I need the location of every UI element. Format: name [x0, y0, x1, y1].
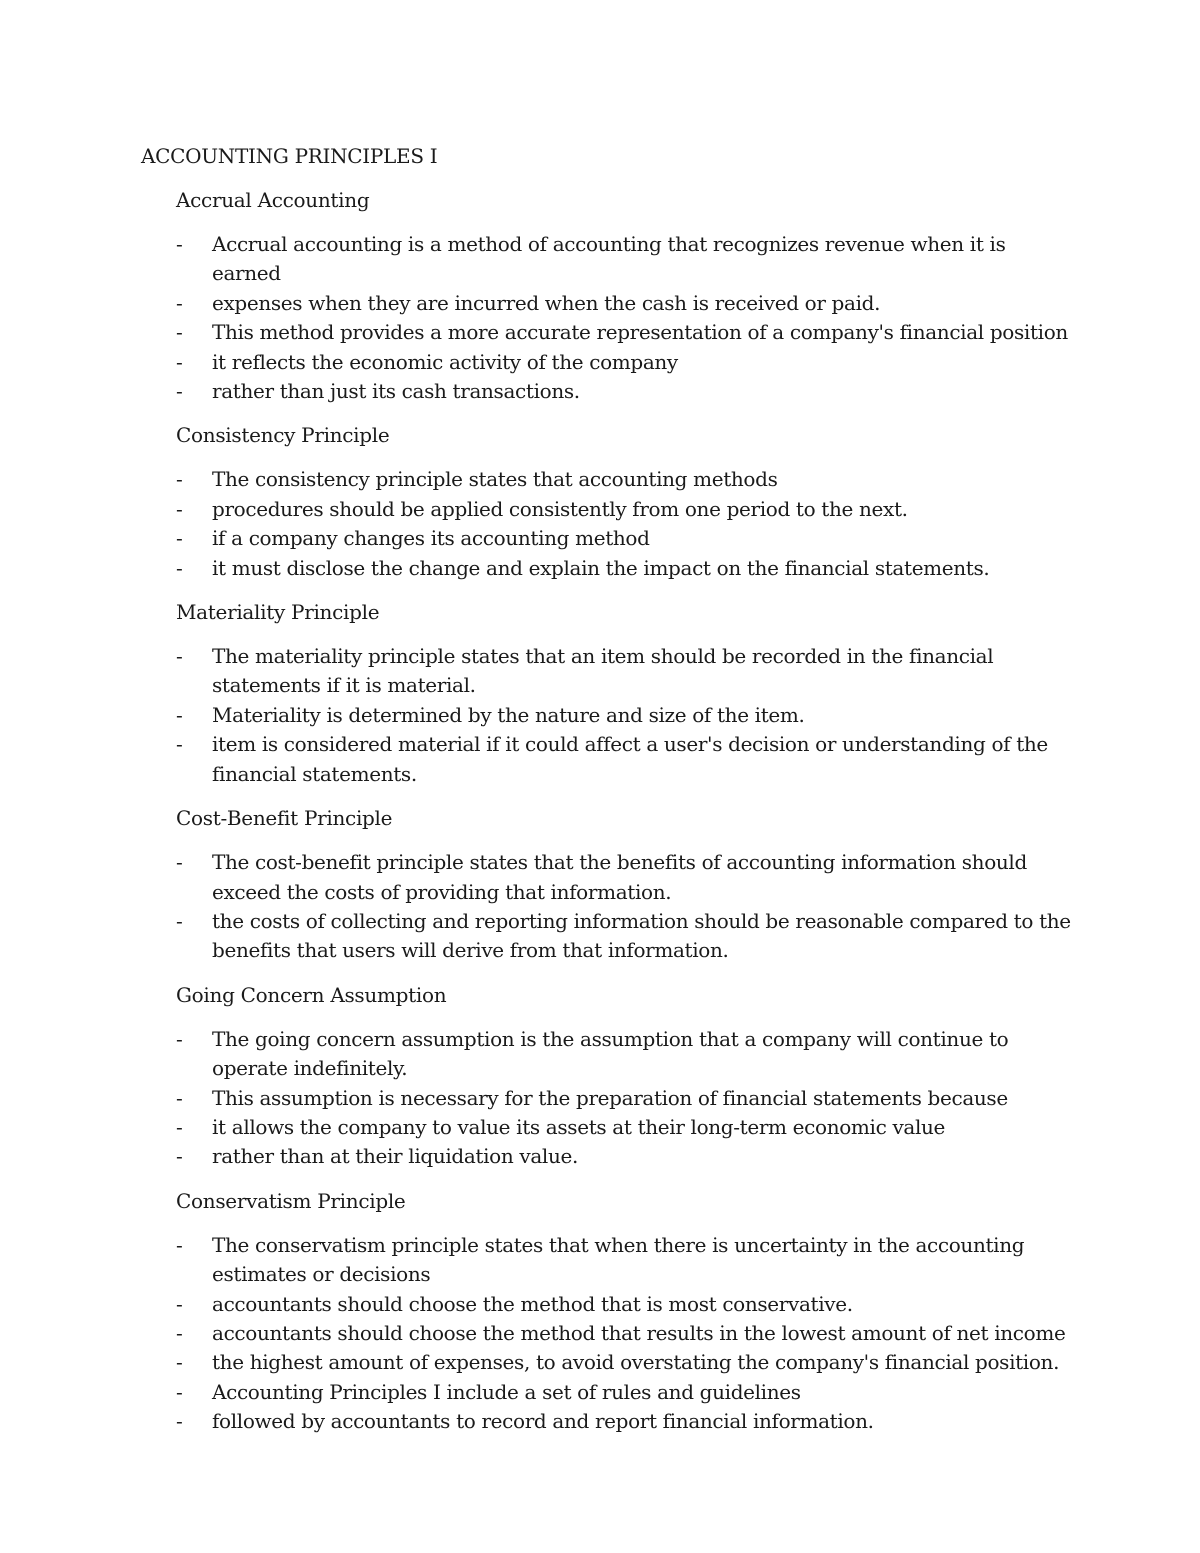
list-item: [176, 348, 1076, 377]
dash-bullet-icon: -: [176, 349, 183, 374]
bullet-list: [176, 230, 1076, 406]
list-item-text: This assumption is necessary for the preparation of financial statements because: [212, 1085, 1008, 1110]
dash-bullet-icon: -: [176, 732, 183, 757]
dash-bullet-icon: -: [176, 320, 183, 345]
dash-bullet-icon: -: [176, 1320, 183, 1345]
list-item-text: Materiality is determined by the nature and size of the item.: [212, 702, 805, 727]
list-item: [176, 642, 1076, 701]
dash-bullet-icon: -: [176, 702, 183, 727]
list-item: [176, 1378, 1076, 1407]
list-item-text: if a company changes its accounting method: [212, 526, 650, 551]
list-item: [176, 1231, 1076, 1290]
list-item-text: accountants should choose the method that results in the lowest amount of net income: [212, 1320, 1066, 1345]
dash-bullet-icon: -: [176, 644, 183, 669]
dash-bullet-icon: -: [176, 496, 183, 521]
dash-bullet-icon: -: [176, 232, 183, 256]
list-item: [176, 848, 1076, 907]
list-item: [176, 495, 1076, 524]
list-item: [176, 1319, 1076, 1348]
dash-bullet-icon: -: [176, 467, 183, 492]
list-item: [176, 1113, 1076, 1142]
bullet-list: [176, 848, 1076, 966]
dash-bullet-icon: -: [176, 1026, 183, 1051]
list-item-text: Accounting Principles I include a set of rules and guidelines: [212, 1379, 801, 1404]
dash-bullet-icon: -: [176, 908, 183, 933]
document-title: ACCOUNTING PRINCIPLES I: [141, 144, 438, 168]
list-item: [176, 318, 1076, 347]
dash-bullet-icon: -: [176, 1291, 183, 1316]
list-item-text: expenses when they are incurred when the cash is received or paid.: [212, 290, 881, 315]
dash-bullet-icon: -: [176, 1350, 183, 1375]
dash-bullet-icon: -: [176, 1409, 183, 1434]
list-item-text: The consistency principle states that accounting methods: [212, 467, 778, 492]
dash-bullet-icon: -: [176, 526, 183, 551]
bullet-list: [176, 1025, 1076, 1172]
list-item-text: it reflects the economic activity of the company: [212, 349, 678, 374]
list-item-text: rather than just its cash transactions.: [212, 379, 580, 404]
list-item: [176, 1142, 1076, 1171]
section-heading: Cost-Benefit Principle: [176, 806, 393, 831]
dash-bullet-icon: -: [176, 1379, 183, 1404]
list-item: [176, 230, 1076, 289]
list-item-text: rather than at their liquidation value.: [212, 1144, 578, 1169]
list-item-text: it must disclose the change and explain the impact on the financial statements.: [212, 555, 990, 580]
dash-bullet-icon: -: [176, 555, 183, 580]
list-item: [176, 1025, 1076, 1084]
list-item: [176, 1290, 1076, 1319]
list-item-text: The materiality principle states that an item should be recorded in the financial statements if it is material.: [212, 644, 994, 698]
list-item: [176, 730, 1076, 789]
bullet-list: [176, 465, 1076, 583]
list-item-text: The going concern assumption is the assumption that a company will continue to operate indefinitely.: [212, 1026, 1009, 1081]
list-item: [176, 1348, 1076, 1377]
list-item-text: This method provides a more accurate representation of a company's financial position: [212, 320, 1068, 345]
list-item: [176, 465, 1076, 494]
section-heading: Materiality Principle: [176, 600, 380, 625]
list-item-text: The conservatism principle states that when there is uncertainty in the accounting estimates or decisions: [212, 1232, 1025, 1287]
list-item-text: it allows the company to value its assets at their long-term economic value: [212, 1114, 946, 1139]
list-item: [176, 1084, 1076, 1113]
section-heading: Consistency Principle: [176, 423, 390, 448]
bullet-list: [176, 642, 1076, 789]
document-sections: [176, 186, 1076, 1452]
section-heading: Going Concern Assumption: [176, 982, 447, 1007]
dash-bullet-icon: -: [176, 1114, 183, 1139]
list-item: [176, 377, 1076, 406]
list-item: [176, 524, 1076, 553]
list-item: [176, 907, 1076, 966]
list-item-text: the highest amount of expenses, to avoid overstating the company's financial position.: [212, 1350, 1060, 1375]
list-item-text: accountants should choose the method that is most conservative.: [212, 1291, 853, 1316]
dash-bullet-icon: -: [176, 850, 183, 875]
list-item-text: followed by accountants to record and report financial information.: [212, 1409, 874, 1434]
dash-bullet-icon: -: [176, 379, 183, 404]
list-item: [176, 1407, 1076, 1436]
dash-bullet-icon: -: [176, 1232, 183, 1257]
list-item: [176, 289, 1076, 318]
list-item-text: procedures should be applied consistently from one period to the next.: [212, 496, 908, 521]
list-item-text: The cost-benefit principle states that the benefits of accounting information should exceed the costs of providing that information.: [212, 850, 1027, 904]
bullet-list: [176, 1231, 1076, 1437]
list-item-text: the costs of collecting and reporting information should be reasonable compared to the benefits that users will derive from that information.: [212, 908, 1071, 963]
dash-bullet-icon: -: [176, 1085, 183, 1110]
list-item-text: Accrual accounting is a method of accounting that recognizes revenue when it is earned: [212, 232, 1006, 286]
dash-bullet-icon: -: [176, 290, 183, 315]
list-item: [176, 701, 1076, 730]
section-heading: Accrual Accounting: [176, 188, 370, 212]
dash-bullet-icon: -: [176, 1144, 183, 1169]
list-item: [176, 554, 1076, 583]
section-heading: Conservatism Principle: [176, 1188, 406, 1213]
list-item-text: item is considered material if it could affect a user's decision or understanding of the financial statements.: [212, 732, 1048, 786]
